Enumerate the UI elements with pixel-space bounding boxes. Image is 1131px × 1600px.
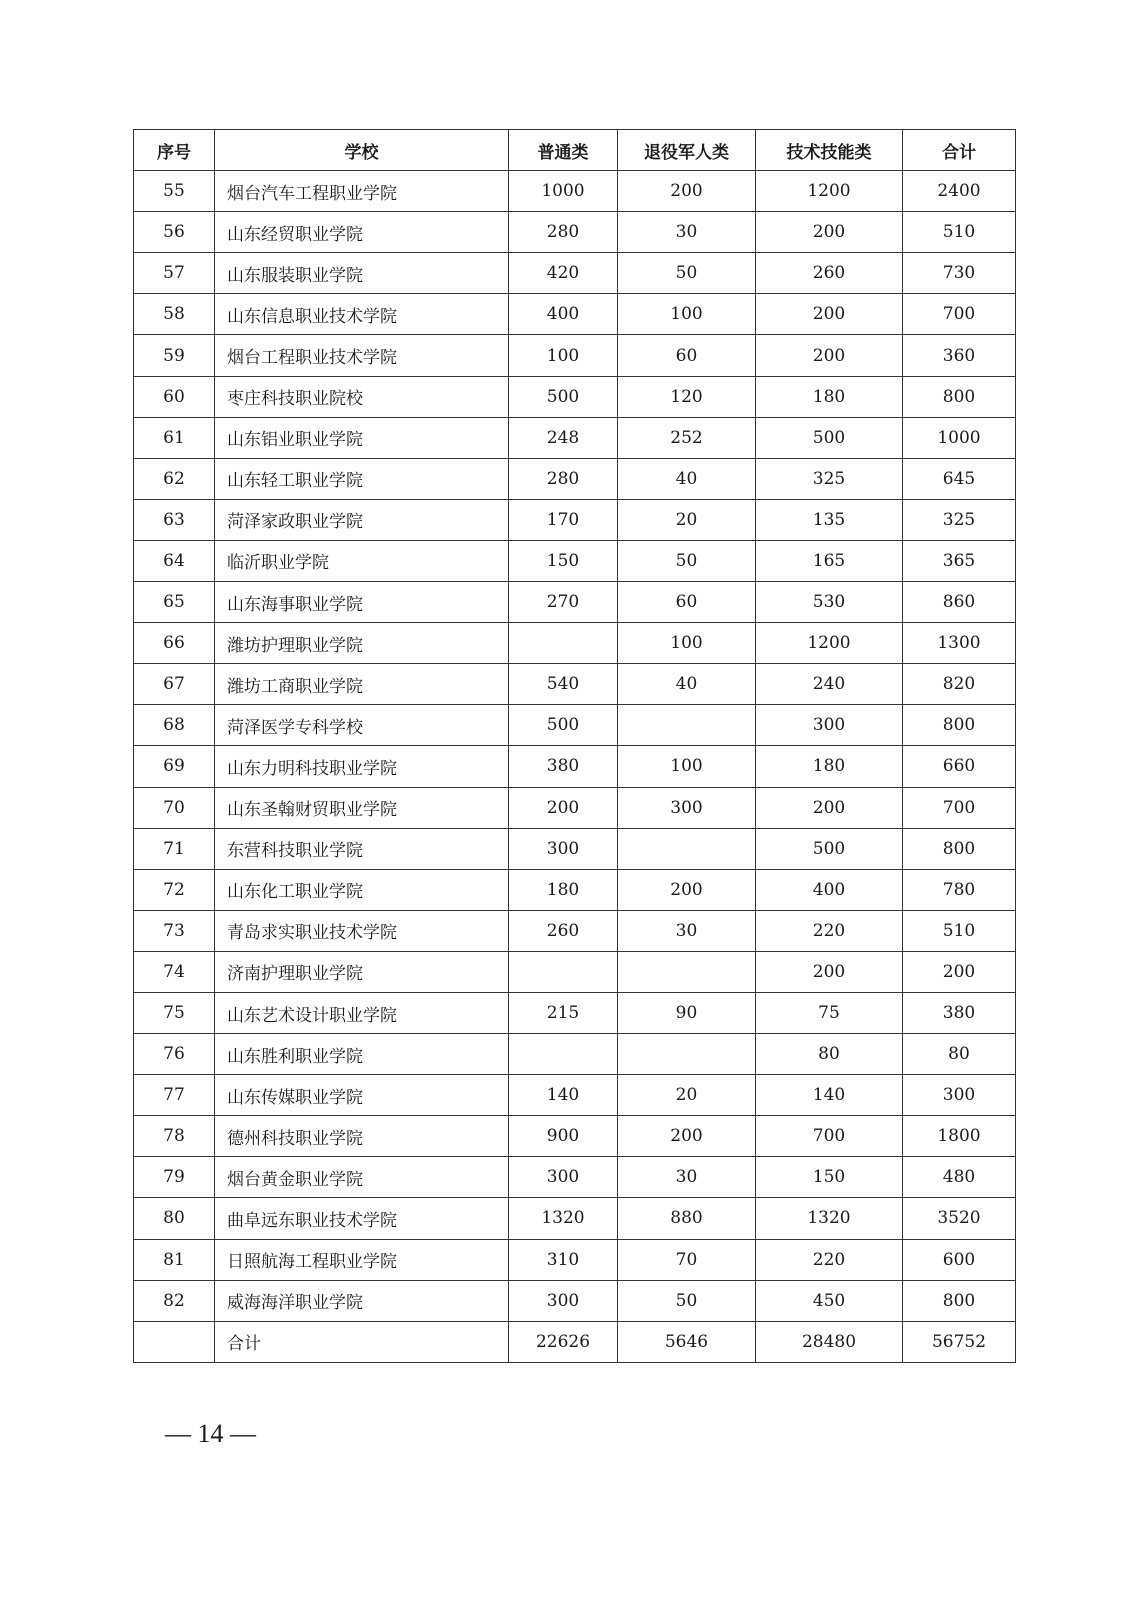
header-school: 学校 <box>215 130 509 171</box>
cell-total: 860 <box>903 582 1016 623</box>
cell-veteran: 880 <box>618 1198 756 1239</box>
cell-index: 59 <box>134 335 215 376</box>
cell-general <box>509 1034 618 1075</box>
cell-total: 820 <box>903 664 1016 705</box>
cell-skills: 1200 <box>756 171 903 212</box>
cell-total: 3520 <box>903 1198 1016 1239</box>
cell-index: 79 <box>134 1157 215 1198</box>
cell-total: 380 <box>903 992 1016 1033</box>
cell-school: 德州科技职业学院 <box>215 1116 509 1157</box>
enrollment-table <box>133 129 1016 1363</box>
cell-total: 2400 <box>903 171 1016 212</box>
cell-veteran: 60 <box>618 582 756 623</box>
cell-veteran: 40 <box>618 458 756 499</box>
table-body <box>134 171 1016 1363</box>
cell-school: 山东胜利职业学院 <box>215 1034 509 1075</box>
cell-veteran <box>618 1034 756 1075</box>
cell-veteran <box>618 951 756 992</box>
cell-skills: 200 <box>756 787 903 828</box>
cell-total: 325 <box>903 499 1016 540</box>
cell-total: 800 <box>903 1280 1016 1321</box>
cell-school: 济南护理职业学院 <box>215 951 509 992</box>
table-row <box>134 1157 1016 1198</box>
cell-school: 山东艺术设计职业学院 <box>215 992 509 1033</box>
cell-skills: 220 <box>756 1239 903 1280</box>
cell-general: 280 <box>509 212 618 253</box>
cell-veteran: 200 <box>618 1116 756 1157</box>
table-row <box>134 499 1016 540</box>
cell-skills: 200 <box>756 294 903 335</box>
header-general: 普通类 <box>509 130 618 171</box>
cell-index: 63 <box>134 499 215 540</box>
table-header-row <box>134 130 1016 171</box>
cell-skills: 165 <box>756 540 903 581</box>
cell-school: 山东圣翰财贸职业学院 <box>215 787 509 828</box>
cell-veteran: 252 <box>618 417 756 458</box>
cell-index: 64 <box>134 540 215 581</box>
cell-skills: 500 <box>756 828 903 869</box>
cell-veteran: 100 <box>618 746 756 787</box>
cell-general <box>509 951 618 992</box>
cell-school: 山东信息职业技术学院 <box>215 294 509 335</box>
table-row <box>134 951 1016 992</box>
cell-veteran: 90 <box>618 992 756 1033</box>
table-row <box>134 869 1016 910</box>
cell-total: 700 <box>903 294 1016 335</box>
cell-veteran: 30 <box>618 212 756 253</box>
table-row <box>134 1116 1016 1157</box>
cell-general: 170 <box>509 499 618 540</box>
table-row <box>134 910 1016 951</box>
cell-index: 72 <box>134 869 215 910</box>
cell-total: 1300 <box>903 623 1016 664</box>
cell-total: 800 <box>903 376 1016 417</box>
cell-school: 山东化工职业学院 <box>215 869 509 910</box>
cell-total: 480 <box>903 1157 1016 1198</box>
cell-general: 400 <box>509 294 618 335</box>
table-row <box>134 1034 1016 1075</box>
cell-index: 74 <box>134 951 215 992</box>
cell-school: 烟台黄金职业学院 <box>215 1157 509 1198</box>
table-total-row <box>134 1321 1016 1362</box>
cell-total: 800 <box>903 828 1016 869</box>
cell-veteran: 100 <box>618 294 756 335</box>
cell-skills: 530 <box>756 582 903 623</box>
cell-index: 58 <box>134 294 215 335</box>
cell-school: 枣庄科技职业院校 <box>215 376 509 417</box>
cell-skills: 325 <box>756 458 903 499</box>
table-row <box>134 1198 1016 1239</box>
cell-veteran: 30 <box>618 1157 756 1198</box>
cell-total: 780 <box>903 869 1016 910</box>
cell-veteran <box>618 705 756 746</box>
table-row <box>134 458 1016 499</box>
cell-skills: 700 <box>756 1116 903 1157</box>
cell-total: 600 <box>903 1239 1016 1280</box>
cell-school: 山东轻工职业学院 <box>215 458 509 499</box>
header-veteran: 退役军人类 <box>618 130 756 171</box>
cell-veteran: 40 <box>618 664 756 705</box>
cell-school: 山东铝业职业学院 <box>215 417 509 458</box>
cell-skills: 220 <box>756 910 903 951</box>
cell-skills: 28480 <box>756 1321 903 1362</box>
cell-veteran: 20 <box>618 1075 756 1116</box>
header-index: 序号 <box>134 130 215 171</box>
cell-general: 900 <box>509 1116 618 1157</box>
cell-school: 日照航海工程职业学院 <box>215 1239 509 1280</box>
cell-skills: 400 <box>756 869 903 910</box>
cell-index: 76 <box>134 1034 215 1075</box>
cell-skills: 200 <box>756 335 903 376</box>
table-row <box>134 253 1016 294</box>
cell-index: 77 <box>134 1075 215 1116</box>
cell-school: 合计 <box>215 1321 509 1362</box>
cell-skills: 135 <box>756 499 903 540</box>
cell-total: 300 <box>903 1075 1016 1116</box>
cell-general: 500 <box>509 376 618 417</box>
cell-general: 150 <box>509 540 618 581</box>
cell-veteran: 50 <box>618 253 756 294</box>
table-row <box>134 623 1016 664</box>
cell-total: 365 <box>903 540 1016 581</box>
cell-total: 510 <box>903 212 1016 253</box>
cell-skills: 180 <box>756 376 903 417</box>
cell-skills: 450 <box>756 1280 903 1321</box>
table-row <box>134 746 1016 787</box>
cell-veteran: 120 <box>618 376 756 417</box>
cell-skills: 80 <box>756 1034 903 1075</box>
cell-veteran: 50 <box>618 540 756 581</box>
table-row <box>134 992 1016 1033</box>
cell-school: 山东服装职业学院 <box>215 253 509 294</box>
table-row <box>134 705 1016 746</box>
cell-veteran: 100 <box>618 623 756 664</box>
cell-index: 62 <box>134 458 215 499</box>
cell-general: 300 <box>509 1280 618 1321</box>
cell-total: 1800 <box>903 1116 1016 1157</box>
cell-index <box>134 1321 215 1362</box>
cell-skills: 260 <box>756 253 903 294</box>
cell-school: 山东经贸职业学院 <box>215 212 509 253</box>
cell-general <box>509 623 618 664</box>
cell-general: 300 <box>509 1157 618 1198</box>
cell-general: 248 <box>509 417 618 458</box>
table-row <box>134 540 1016 581</box>
table-row <box>134 1075 1016 1116</box>
cell-skills: 1320 <box>756 1198 903 1239</box>
cell-general: 140 <box>509 1075 618 1116</box>
cell-veteran: 50 <box>618 1280 756 1321</box>
table-row <box>134 335 1016 376</box>
cell-general: 200 <box>509 787 618 828</box>
cell-general: 310 <box>509 1239 618 1280</box>
table-row <box>134 376 1016 417</box>
cell-veteran: 300 <box>618 787 756 828</box>
cell-skills: 500 <box>756 417 903 458</box>
cell-index: 61 <box>134 417 215 458</box>
cell-school: 曲阜远东职业技术学院 <box>215 1198 509 1239</box>
cell-total: 56752 <box>903 1321 1016 1362</box>
cell-school: 山东力明科技职业学院 <box>215 746 509 787</box>
cell-general: 1320 <box>509 1198 618 1239</box>
table-row <box>134 828 1016 869</box>
cell-total: 800 <box>903 705 1016 746</box>
cell-veteran: 200 <box>618 869 756 910</box>
cell-index: 70 <box>134 787 215 828</box>
table-row <box>134 787 1016 828</box>
cell-index: 65 <box>134 582 215 623</box>
cell-school: 烟台工程职业技术学院 <box>215 335 509 376</box>
cell-index: 78 <box>134 1116 215 1157</box>
cell-total: 1000 <box>903 417 1016 458</box>
cell-total: 645 <box>903 458 1016 499</box>
cell-skills: 200 <box>756 951 903 992</box>
cell-general: 100 <box>509 335 618 376</box>
cell-school: 潍坊护理职业学院 <box>215 623 509 664</box>
cell-index: 60 <box>134 376 215 417</box>
cell-index: 68 <box>134 705 215 746</box>
cell-index: 75 <box>134 992 215 1033</box>
cell-general: 280 <box>509 458 618 499</box>
cell-school: 山东传媒职业学院 <box>215 1075 509 1116</box>
cell-school: 东营科技职业学院 <box>215 828 509 869</box>
cell-index: 71 <box>134 828 215 869</box>
header-skills: 技术技能类 <box>756 130 903 171</box>
cell-skills: 1200 <box>756 623 903 664</box>
cell-school: 菏泽医学专科学校 <box>215 705 509 746</box>
cell-veteran: 30 <box>618 910 756 951</box>
cell-total: 700 <box>903 787 1016 828</box>
table-row <box>134 582 1016 623</box>
cell-skills: 75 <box>756 992 903 1033</box>
cell-skills: 200 <box>756 212 903 253</box>
cell-total: 80 <box>903 1034 1016 1075</box>
cell-general: 22626 <box>509 1321 618 1362</box>
cell-veteran: 5646 <box>618 1321 756 1362</box>
cell-index: 57 <box>134 253 215 294</box>
table-row <box>134 294 1016 335</box>
cell-total: 360 <box>903 335 1016 376</box>
cell-general: 260 <box>509 910 618 951</box>
cell-total: 730 <box>903 253 1016 294</box>
cell-total: 660 <box>903 746 1016 787</box>
cell-school: 潍坊工商职业学院 <box>215 664 509 705</box>
cell-general: 1000 <box>509 171 618 212</box>
cell-index: 69 <box>134 746 215 787</box>
cell-skills: 300 <box>756 705 903 746</box>
cell-index: 81 <box>134 1239 215 1280</box>
cell-skills: 140 <box>756 1075 903 1116</box>
cell-school: 菏泽家政职业学院 <box>215 499 509 540</box>
cell-index: 82 <box>134 1280 215 1321</box>
table-row <box>134 171 1016 212</box>
cell-skills: 180 <box>756 746 903 787</box>
cell-general: 420 <box>509 253 618 294</box>
cell-index: 66 <box>134 623 215 664</box>
cell-veteran: 20 <box>618 499 756 540</box>
cell-index: 80 <box>134 1198 215 1239</box>
cell-school: 临沂职业学院 <box>215 540 509 581</box>
table-row <box>134 417 1016 458</box>
cell-general: 300 <box>509 828 618 869</box>
cell-total: 200 <box>903 951 1016 992</box>
cell-school: 威海海洋职业学院 <box>215 1280 509 1321</box>
cell-general: 180 <box>509 869 618 910</box>
cell-general: 215 <box>509 992 618 1033</box>
cell-index: 56 <box>134 212 215 253</box>
table-row <box>134 212 1016 253</box>
table-row <box>134 1239 1016 1280</box>
cell-general: 540 <box>509 664 618 705</box>
cell-veteran: 200 <box>618 171 756 212</box>
cell-school: 青岛求实职业技术学院 <box>215 910 509 951</box>
cell-veteran <box>618 828 756 869</box>
cell-school: 山东海事职业学院 <box>215 582 509 623</box>
cell-general: 270 <box>509 582 618 623</box>
cell-index: 73 <box>134 910 215 951</box>
cell-veteran: 60 <box>618 335 756 376</box>
cell-general: 500 <box>509 705 618 746</box>
page-number: — 14 — <box>165 1419 256 1448</box>
cell-skills: 150 <box>756 1157 903 1198</box>
cell-skills: 240 <box>756 664 903 705</box>
cell-index: 55 <box>134 171 215 212</box>
header-total: 合计 <box>903 130 1016 171</box>
cell-general: 380 <box>509 746 618 787</box>
table-row <box>134 1280 1016 1321</box>
table-row <box>134 664 1016 705</box>
cell-veteran: 70 <box>618 1239 756 1280</box>
cell-total: 510 <box>903 910 1016 951</box>
cell-school: 烟台汽车工程职业学院 <box>215 171 509 212</box>
cell-index: 67 <box>134 664 215 705</box>
